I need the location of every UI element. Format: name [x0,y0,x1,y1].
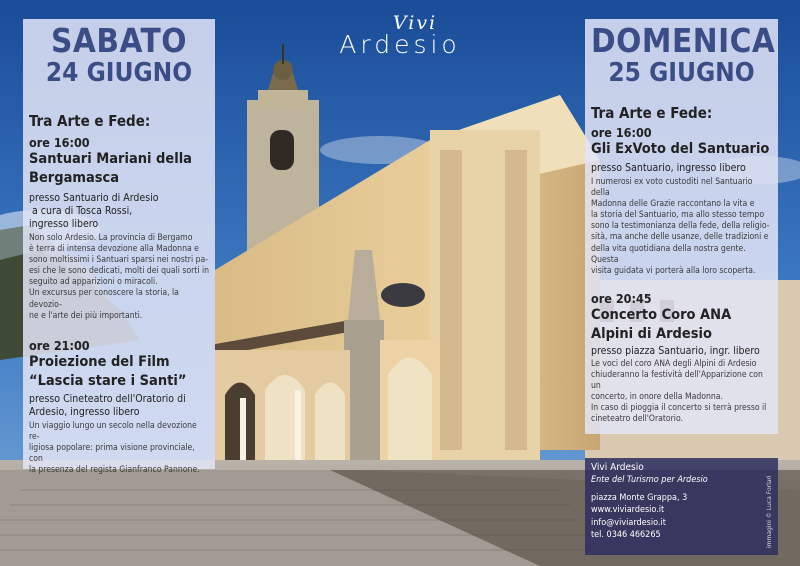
event-desc-line: ligiosa popolare: prima visione provinciale, con [29,442,195,465]
event-desc-line: è terra di intensa devozione alla Madonna e [29,244,199,255]
event-time: ore 20:45 [591,290,652,306]
event-desc-line: I numerosi ex voto custoditi nel Santuario della [591,177,753,199]
event-desc-line: la presenza del regista Gianfranco Pannone. [29,465,200,476]
section-title: Tra Arte e Fede: [29,112,151,130]
event-title-line: Gli ExVoto del Santuario [591,141,770,157]
event-desc-line: Un viaggio lungo un secolo nella devozione re- [29,420,197,442]
photo-credit: immagini © Luca Forlari [766,475,773,548]
event-desc-line: visita guidata vi porterà alla loro scoperta. [591,265,756,276]
sunday-panel [585,19,778,434]
event-desc-line: concerto, in onore della Madonna. [591,392,723,403]
event-location-line: ingresso libero [29,218,99,230]
contact-box [585,458,778,555]
event-title-line: Concerto Coro ANA [591,306,732,323]
event-title-line: Santuari Mariani della [29,151,192,167]
event-1 [591,125,772,277]
event-1 [29,135,209,322]
event-desc-line: cineteatro dell'Oratorio. [591,414,683,425]
event-desc-line: sità, ma anche delle usanze, delle tradizioni e [591,232,769,243]
day-name: DOMENICA [591,21,776,60]
email-link[interactable]: info@viviardesio.it [591,517,666,528]
org-subtitle: Ente del Turismo per Ardesio [591,475,708,485]
event-desc-line: In caso di pioggia il concerto si terrà presso il [591,403,767,414]
event-location-line: presso piazza Santuario, ingr. libero [591,344,760,357]
event-time: ore 16:00 [591,125,652,140]
website-link[interactable]: www.viviardesio.it [591,505,665,516]
logo-vivi: Vivi [392,12,438,34]
event-desc-line: Le voci del coro ANA degli Alpini di Ardesio [591,358,757,369]
saturday-panel [23,19,215,476]
event-title-line: Proiezione del Film [29,353,170,370]
event-location-line: presso Santuario di Ardesio [29,192,159,204]
vivi-ardesio-logo [320,14,480,58]
event-desc-line: Non solo Ardesio. La provincia di Bergamo [29,233,193,243]
event-time: ore 21:00 [29,337,90,353]
day-date: 24 GIUGNO [45,58,193,88]
section-title: Tra Arte e Fede: [591,104,713,122]
event-location-line: presso Santuario, ingresso libero [591,162,746,174]
event-desc-line: sono la testimonianza della fede, della religio- [591,221,770,232]
phone-number: tel. 0346 466265 [591,529,661,540]
day-date: 25 GIUGNO [608,58,755,88]
event-2 [591,291,772,426]
event-desc-line: chiuderanno la festività dell'Apparizione con un [591,369,763,392]
event-desc-line: sono moltissimi i Santuari sparsi nei nostri pa- [29,255,209,266]
event-desc-line: Madonna delle Grazie raccontano la vita e [591,199,755,210]
org-name: Vivi Ardesio [591,462,644,473]
event-title-line: Alpini di Ardesio [591,325,712,342]
event-location-line: a cura di Tosca Rossi, [29,205,133,217]
day-name: SABATO [51,21,187,60]
event-desc-line: Un excursus per conoscere la storia, la devozio- [29,288,179,310]
event-desc-line: ne e l'arte dei più importanti. [29,310,143,321]
logo-ardesio: Ardesio [339,30,461,59]
event-desc-line: seguito ad apparizioni o miracoli. [29,277,158,288]
event-location-line: Ardesio, ingresso libero [29,405,140,418]
event-location-line: presso Cineteatro dell'Oratorio di [29,392,186,405]
event-title-line: Bergamasca [29,170,120,186]
event-desc-line: la storia del Santuario, ma allo stesso tempo [591,210,765,221]
event-desc-line: della vita quotidiana della nostra gente. Questa [591,243,746,265]
event-time: ore 16:00 [29,135,90,150]
event-desc-line: esi che le sono dedicati, molti dei quali sorti in [29,266,209,277]
org-address: piazza Monte Grappa, 3 [591,493,688,503]
event-title-line: “Lascia stare i Santi” [29,372,187,389]
event-2 [29,338,209,476]
